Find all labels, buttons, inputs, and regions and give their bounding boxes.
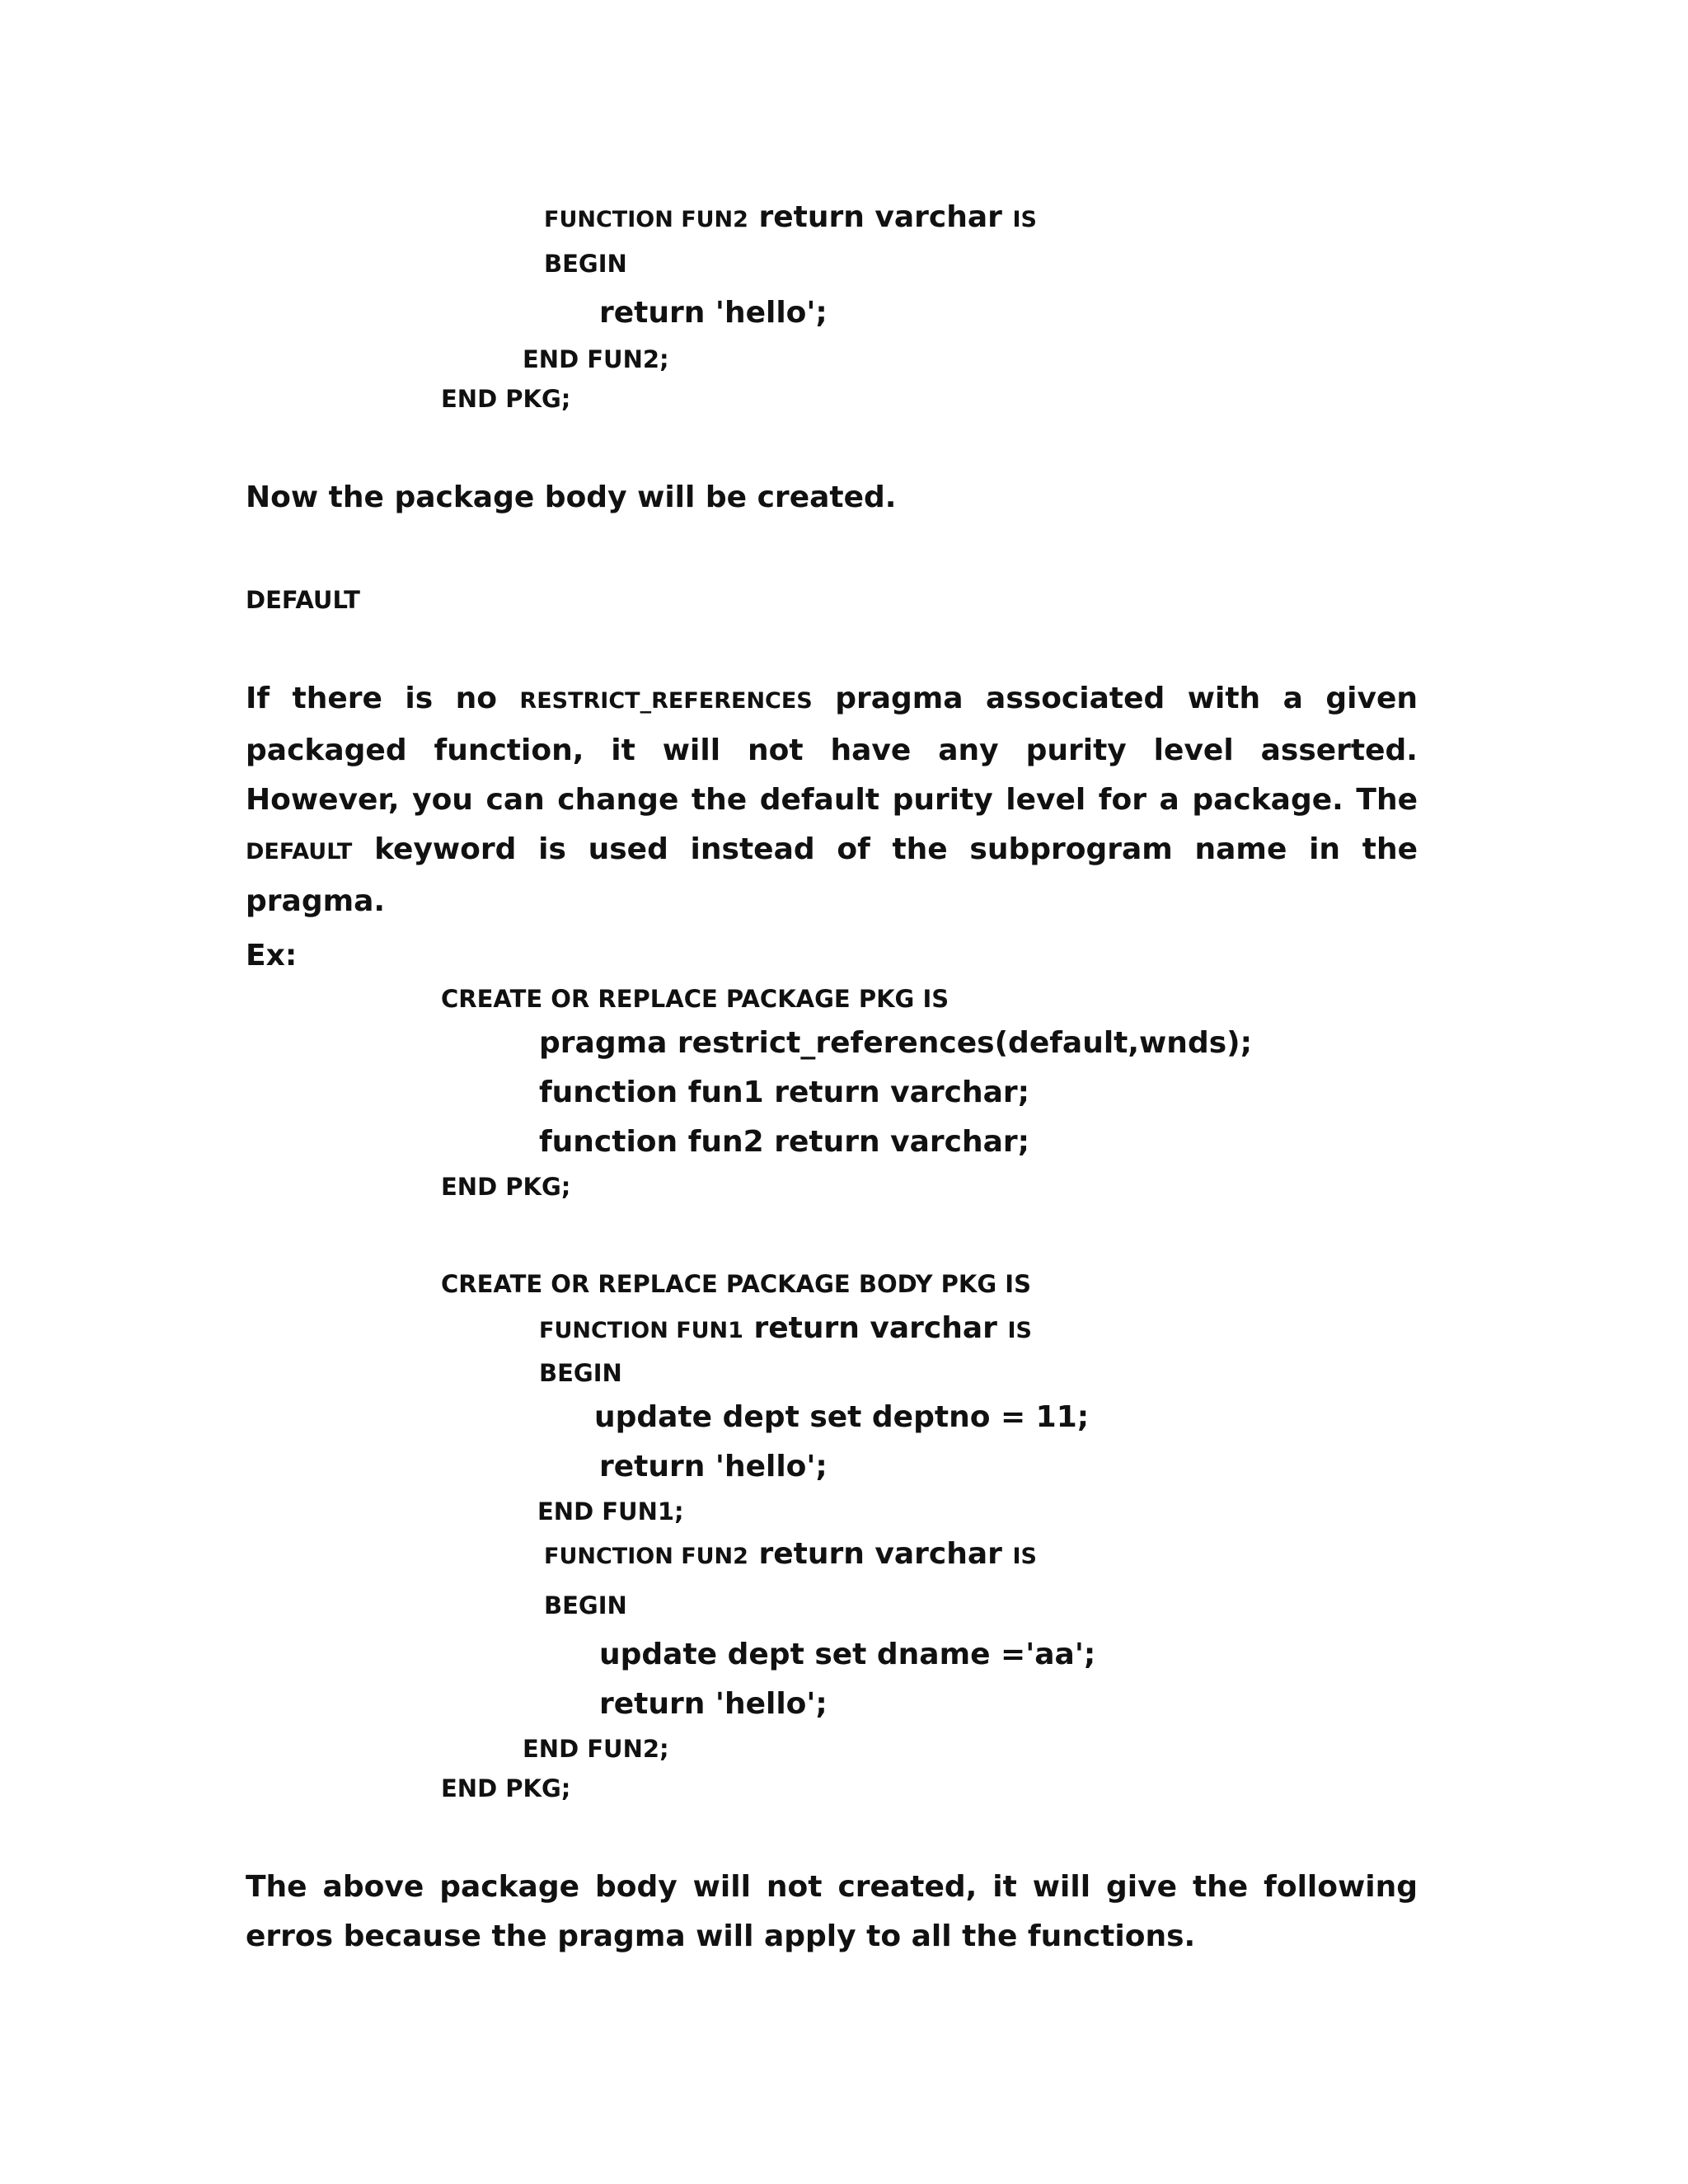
code-line-return: return 'hello';: [599, 296, 828, 330]
code-line-end-pkg: END PKG;: [441, 1774, 571, 1802]
code-line-update-dname: update dept set dname ='aa';: [599, 1638, 1096, 1671]
code-line-begin: BEGIN: [539, 1359, 622, 1387]
code-line-begin: BEGIN: [544, 250, 627, 278]
code-line-end-fun1: END FUN1;: [537, 1497, 684, 1526]
code-line-function-fun2-decl: function fun2 return varchar;: [539, 1125, 1030, 1159]
code-line-update-deptno: update dept set deptno = 11;: [594, 1400, 1090, 1434]
code-line-end-pkg: END PKG;: [441, 385, 571, 413]
inline-keyword: DEFAULT: [246, 839, 353, 865]
paragraph-errors: The above package body will not created, it will give the following erros because the pragma will apply to all the functions.: [246, 1870, 1418, 1953]
code-line-pragma: pragma restrict_references(default,wnds);: [539, 1026, 1252, 1060]
code-keyword: FUNCTION FUN2: [544, 1544, 748, 1569]
code-text: return varchar: [748, 200, 1013, 234]
code-text: return varchar: [748, 1537, 1013, 1571]
code-line-return: return 'hello';: [599, 1450, 828, 1483]
code-line-end-pkg: END PKG;: [441, 1173, 571, 1201]
code-line-end-fun2: END FUN2;: [523, 1735, 669, 1763]
code-keyword: IS: [1012, 207, 1037, 232]
code-line-return: return 'hello';: [599, 1687, 828, 1721]
paragraph-default-explanation: [246, 674, 1418, 926]
paragraph-text: pragma associated with a given packaged function, it will not have any purity level asserted. However, you can change the default purity level for a package. The: [246, 682, 1418, 817]
example-label: Ex:: [246, 939, 298, 972]
inline-keyword: RESTRICT_REFERENCES: [519, 688, 813, 714]
section-heading-default: DEFAULT: [246, 586, 360, 614]
code-line-begin: BEGIN: [544, 1591, 627, 1619]
code-line-end-fun2: END FUN2;: [523, 345, 669, 373]
code-line-function-fun2: [544, 200, 1037, 234]
paragraph-text: keyword is used instead of the subprogram name in the pragma.: [246, 832, 1418, 918]
code-line-function-fun1-decl: function fun1 return varchar;: [539, 1076, 1030, 1109]
code-keyword: IS: [1012, 1544, 1037, 1569]
code-keyword: FUNCTION FUN1: [539, 1318, 743, 1343]
code-line-function-fun1: [539, 1311, 1032, 1345]
code-line-function-fun2: [544, 1537, 1037, 1571]
code-line-create-package: CREATE OR REPLACE PACKAGE PKG IS: [441, 985, 950, 1013]
paragraph-text: If there is no: [246, 682, 520, 715]
code-text: return varchar: [743, 1311, 1008, 1345]
code-keyword: IS: [1007, 1318, 1032, 1343]
code-keyword: FUNCTION FUN2: [544, 207, 748, 232]
paragraph-body-created: Now the package body will be created.: [246, 480, 897, 514]
code-line-create-package-body: CREATE OR REPLACE PACKAGE BODY PKG IS: [441, 1270, 1031, 1298]
